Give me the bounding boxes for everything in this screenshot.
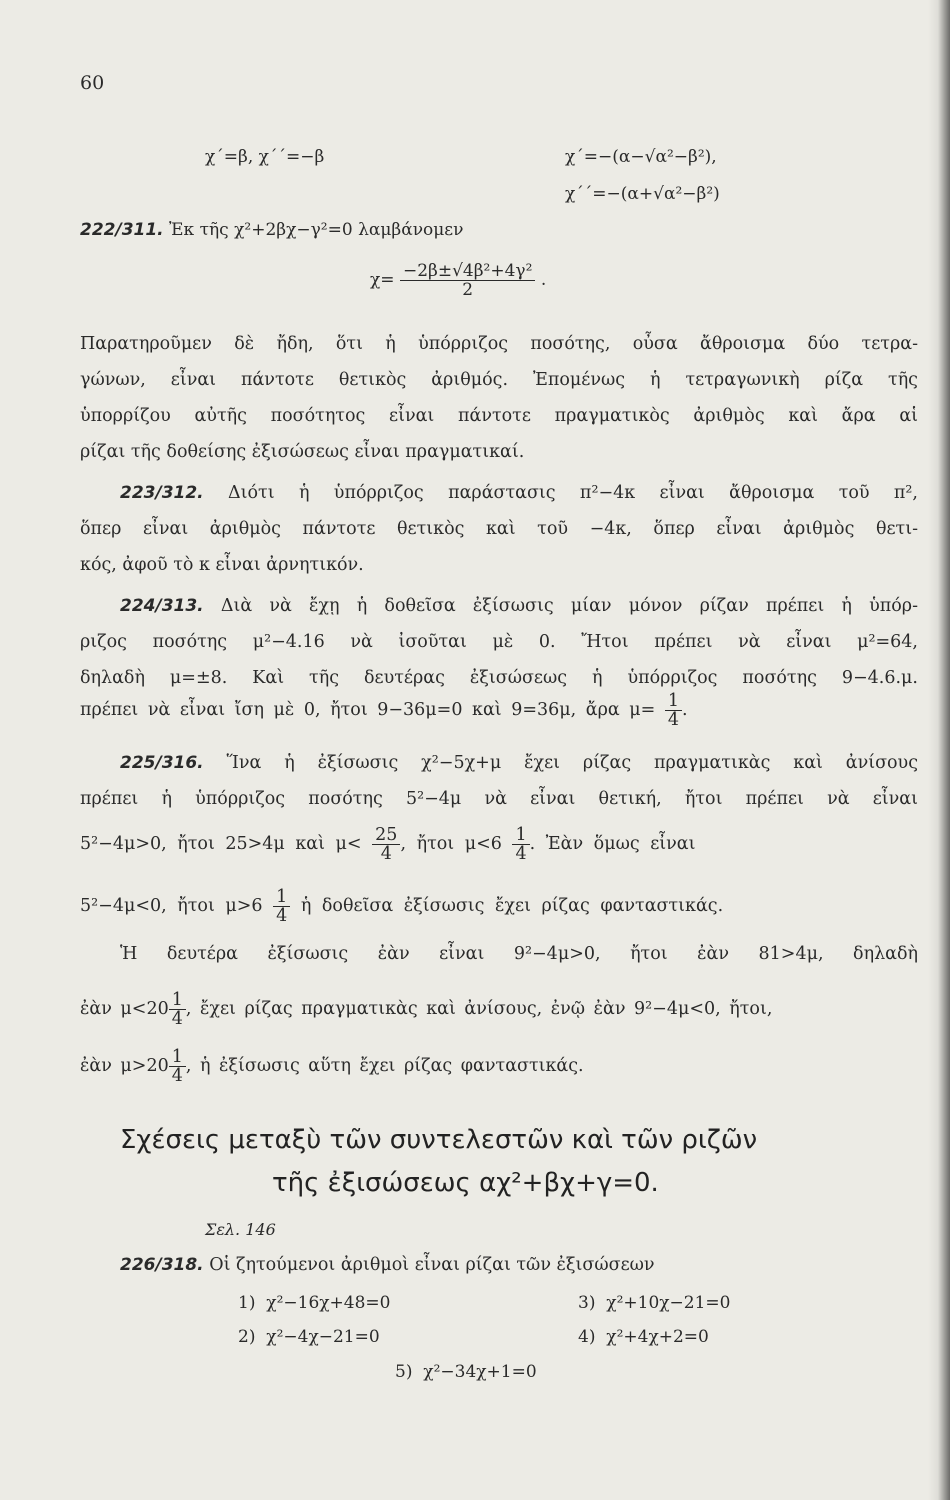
paragraph-225-line3: 5²−4μ>0, ἤτοι 25>4μ καὶ μ< $\frac{25}{4}$ , ἤτοι μ<6 $\frac{1}{4}$ . Ἐὰν ὅμως εἶναι (80, 825, 696, 864)
paragraph-222-line4: ρίζαι τῆς δοθείσης ἐξισώσεως εἶναι πραγματικαί. (80, 442, 525, 462)
exercise-text: Διότι ἡ ὑπόρριζος παράστασις π²−4κ εἶναι ἄθροισμα τοῦ π², (228, 483, 918, 503)
fraction: $\frac{25}{4}$ (372, 826, 400, 863)
section-page-ref: Σελ. 146 (205, 1220, 276, 1239)
fraction: $\frac{\text{−2β±√4β²+4γ²}}{2}$ (400, 262, 535, 299)
exercise-224 (80, 588, 918, 624)
exercise-number: 222/311. (80, 220, 164, 240)
section-title-line2: τῆς ἐξισώσεως αχ²+βχ+γ=0. (272, 1168, 659, 1198)
paragraph-224-line4: πρέπει νὰ εἶναι ἴση μὲ 0, ἤτοι 9−36μ=0 καὶ 9=36μ, ἄρα μ= $\frac{1}{4}$ . (80, 691, 688, 730)
exercise-text: Ἵνα ἡ ἐξίσωσις χ²−5χ+μ ἔχει ρίζας πραγματικὰς καὶ ἀνίσους (226, 753, 918, 773)
paragraph-223-line2: ὅπερ εἶναι ἀριθμὸς πάντοτε θετικὸς καὶ τοῦ −4κ, ὅπερ εἶναι ἀριθμὸς θετι- (80, 519, 918, 539)
equation-item-1: 1) χ²−16χ+48=0 (238, 1293, 391, 1313)
fraction: $\frac{1}{4}$ (273, 888, 290, 925)
equation-beta: χ΄=β, χ΄΄=−β (205, 147, 325, 167)
exercise-223 (80, 475, 918, 511)
exercise-225 (80, 745, 918, 781)
equation-item-3: 3) χ²+10χ−21=0 (578, 1293, 731, 1313)
exercise-number: 226/318. (120, 1255, 204, 1275)
paragraph-225-line4: 5²−4μ<0, ἤτοι μ>6 $\frac{1}{4}$ ἡ δοθεῖσα ἐξίσωσις ἔχει ρίζας φανταστικάς. (80, 887, 724, 926)
exercise-number: 225/316. (120, 753, 204, 773)
paragraph-222-line2: γώνων, εἶναι πάντοτε θετικὸς ἀριθμός. Ἐπομένως ἡ τετραγωνικὴ ρίζα τῆς (80, 370, 918, 390)
paragraph-224-line2: ριζος ποσότης μ²−4.16 νὰ ἰσοῦται μὲ 0. Ἤτοι πρέπει νὰ εἶναι μ²=64, (80, 632, 918, 652)
exercise-text: Διὰ νὰ ἔχῃ ἡ δοθεῖσα ἐξίσωσις μίαν μόνον ρίζαν πρέπει ἡ ὑπόρ- (220, 596, 918, 616)
exercise-number: 223/312. (120, 483, 204, 503)
fraction: $\frac{1}{4}$ (512, 826, 529, 863)
paragraph-223-line3: κός, ἀφοῦ τὸ κ εἶναι ἀρνητικόν. (80, 555, 364, 575)
page-number: 60 (80, 72, 105, 94)
exercise-number: 224/313. (120, 596, 204, 616)
fraction: $\frac{1}{4}$ (169, 1048, 186, 1085)
paragraph-225-line5: Ἡ δευτέρα ἐξίσωσις ἐὰν εἶναι 9²−4μ>0, ἤτοι ἐὰν 81>4μ, δηλαδὴ (120, 944, 918, 964)
equation-item-4: 4) χ²+4χ+2=0 (578, 1327, 709, 1347)
exercise-text: Οἱ ζητούμενοι ἀριθμοὶ εἶναι ρίζαι τῶν ἐξισώσεων (209, 1255, 655, 1275)
section-title-line1: Σχέσεις μεταξὺ τῶν συντελεστῶν καὶ τῶν ριζῶν (120, 1125, 758, 1155)
fraction: $\frac{1}{4}$ (169, 991, 186, 1028)
formula-chi: χ= $\frac{\text{−2β±√4β²+4γ²}}{2}$ . (370, 261, 547, 300)
exercise-text: Ἐκ τῆς χ²+2βχ−γ²=0 λαμβάνομεν (169, 220, 464, 240)
equation-item-5: 5) χ²−34χ+1=0 (395, 1362, 537, 1382)
paragraph-225-line7: ἐὰν μ>20 $\frac{1}{4}$ , ἡ ἐξίσωσις αὕτη ἔχει ρίζας φανταστικάς. (80, 1047, 584, 1086)
paragraph-225-line6: ἐὰν μ<20 $\frac{1}{4}$ , ἔχει ρίζας πραγματικὰς καὶ ἀνίσους, ἐνῷ ἐὰν 9²−4μ<0, ἤτοι, (80, 990, 773, 1029)
equation-root1: χ΄=−(α−√α²−β²), (565, 147, 717, 167)
paragraph-222-line1: Παρατηροῦμεν δὲ ἤδη, ὅτι ἡ ὑπόρριζος ποσότης, οὖσα ἄθροισμα δύο τετρα- (80, 334, 918, 354)
exercise-222 (80, 220, 463, 240)
exercise-226 (120, 1255, 655, 1275)
paragraph-224-line3: δηλαδὴ μ=±8. Καὶ τῆς δευτέρας ἐξισώσεως ἡ ὑπόρριζος ποσότης 9−4.6.μ. (80, 668, 918, 688)
paragraph-222-line3: ὑπορρίζου αὐτῆς ποσότητος εἶναι πάντοτε πραγματικὸς ἀριθμὸς καὶ ἄρα αἱ (80, 406, 918, 426)
fraction: $\frac{1}{4}$ (665, 692, 682, 729)
page-edge-shadow (928, 0, 950, 1500)
paragraph-225-line2: πρέπει ἡ ὑπόρριζος ποσότης 5²−4μ νὰ εἶναι θετική, ἤτοι πρέπει νὰ εἶναι (80, 789, 918, 809)
equation-root2: χ΄΄=−(α+√α²−β²) (565, 184, 720, 204)
equation-item-2: 2) χ²−4χ−21=0 (238, 1327, 380, 1347)
